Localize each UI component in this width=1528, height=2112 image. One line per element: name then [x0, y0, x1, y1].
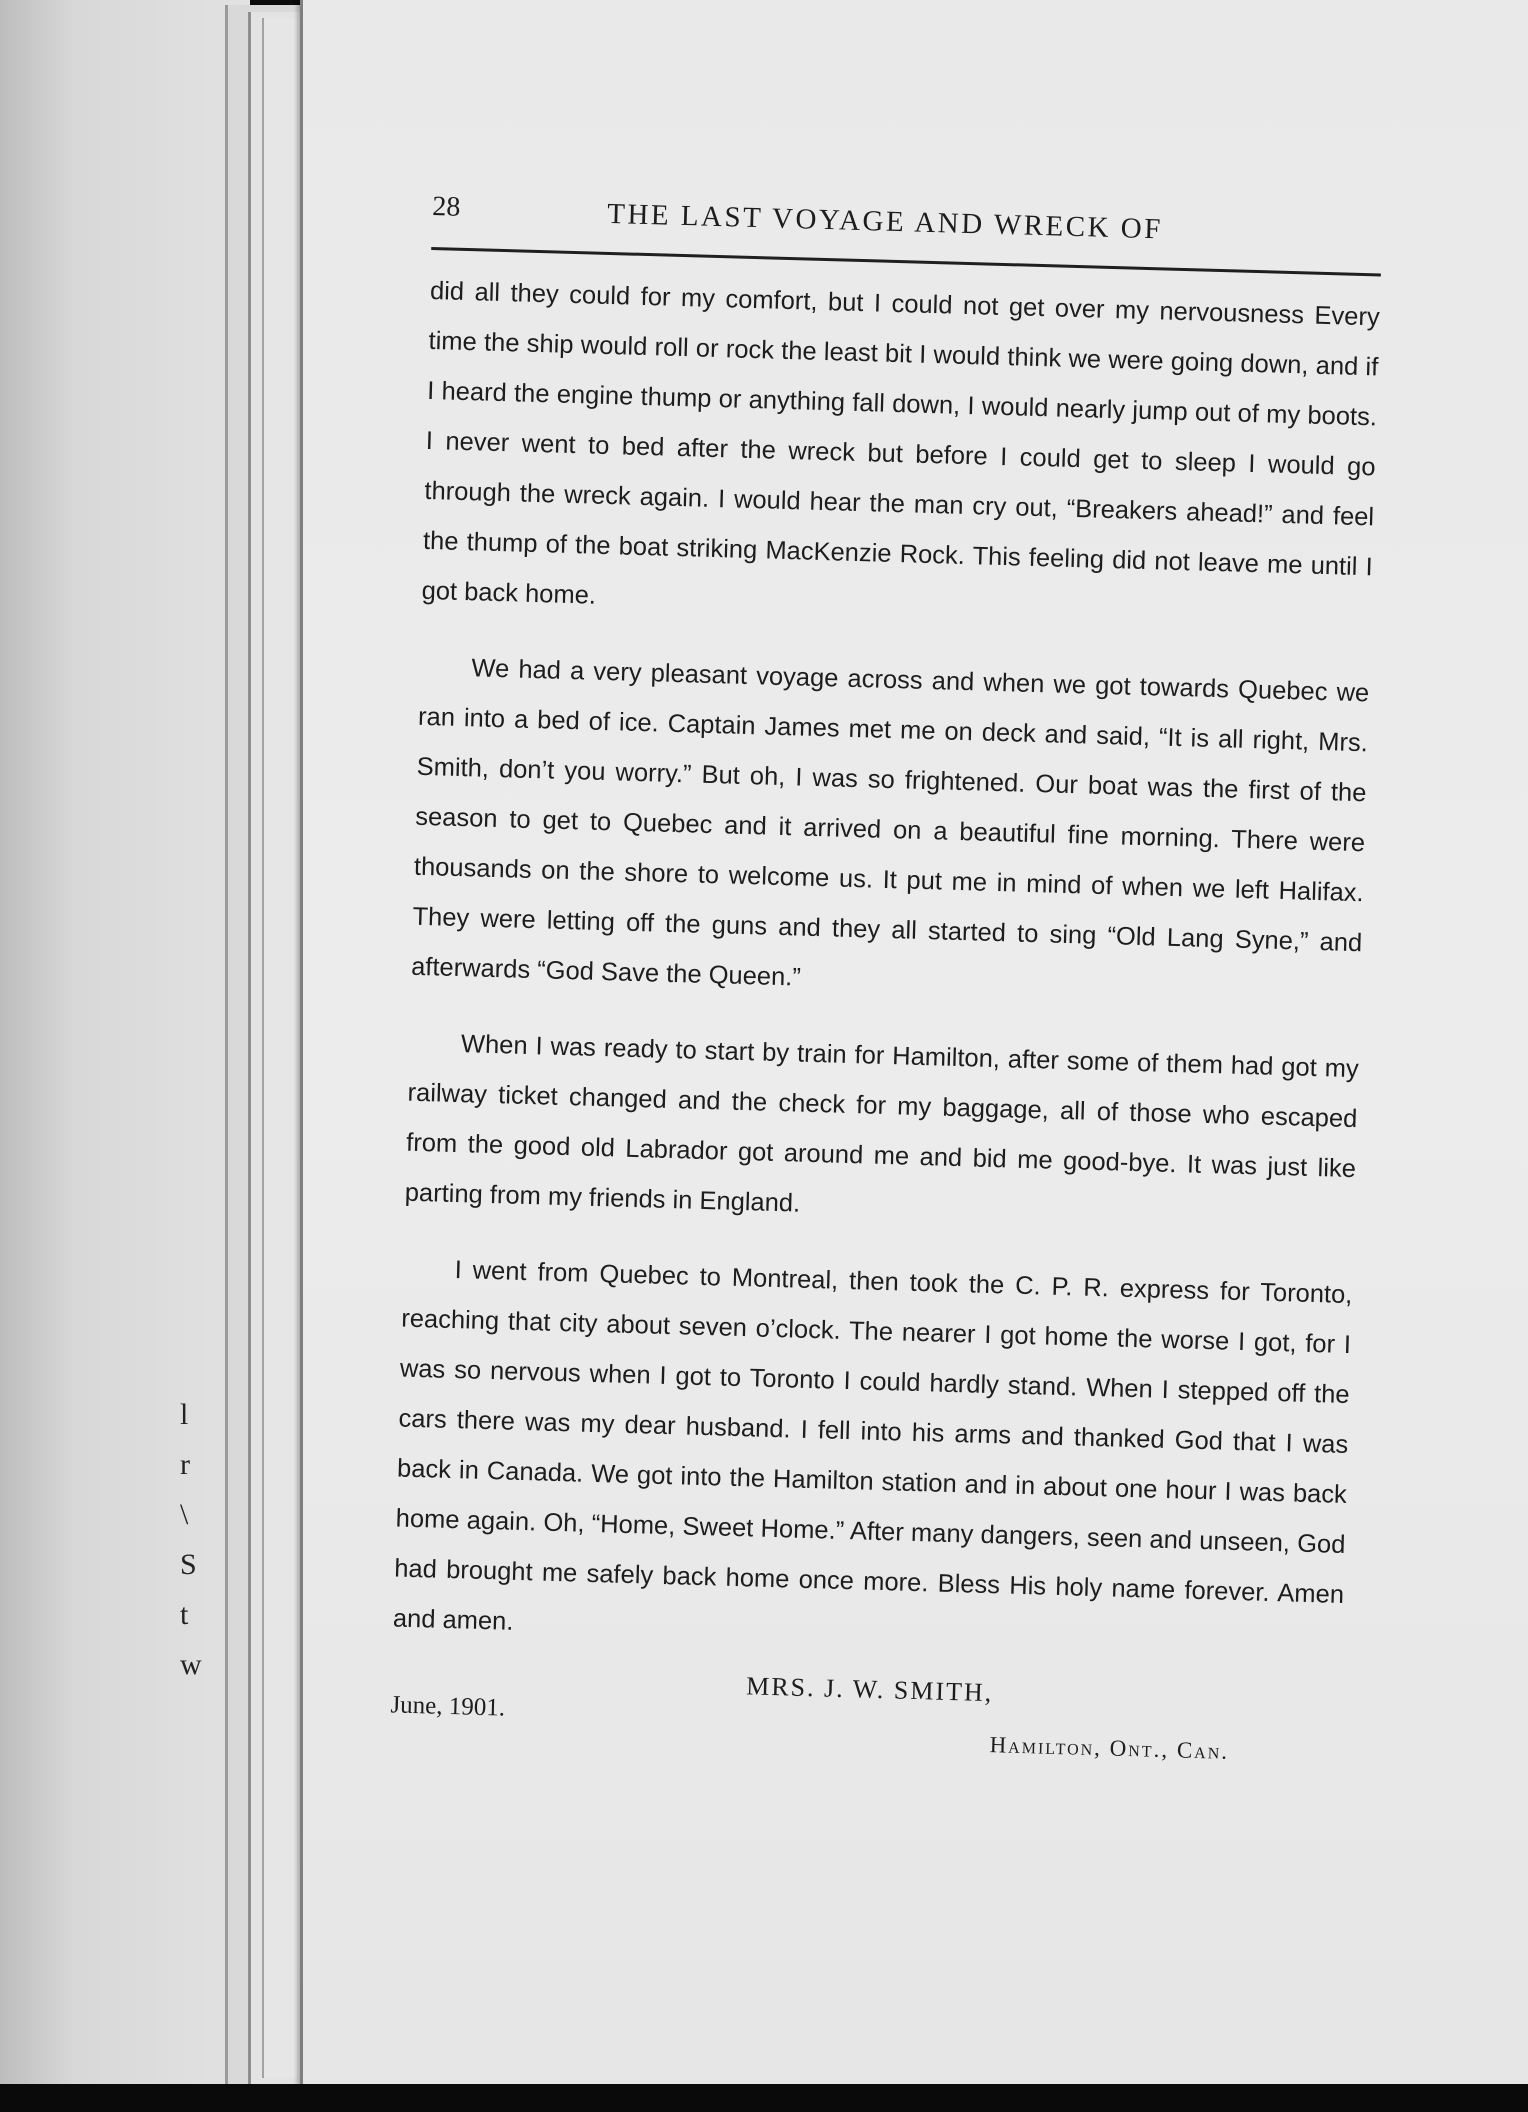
body-text — [392, 266, 1380, 1670]
scan-bottom-edge — [0, 2084, 1528, 2112]
paragraph-1: did all they could for my comfort, but I could not get over my nervousness Every time the ship would roll or rock the least bit I would think we were going down, and if I heard the engine thump or anything fall down, I would nearly jump out of my boots. I never went to bed after the wreck but before I could get to sleep I would go through the wreck again. I would hear the man cry out, “Breakers ahead!” and feel the thump of the boat striking MacKenzie Rock. This feeling did not leave me until I got back home. — [421, 276, 1381, 610]
signature-location: Hamilton, Ont., Can. — [989, 1732, 1230, 1764]
fragment: t — [180, 1598, 189, 1631]
paragraph-3: When I was ready to start by train for Hamilton, after some of them had got my railway ticket changed and the check for my baggage, all of those who escaped from the good old Labrador got around me and bid me good-bye. It was just like parting from my friends in England. — [404, 1030, 1360, 1218]
fragment: l — [180, 1398, 189, 1431]
paragraph-4: I went from Quebec to Montreal, then took the C. P. R. express for Toronto, reaching that city about seven o’clock. The nearer I got home the worse I got, for I was so nervous when I got to Toronto I could hardly stand. When I stepped off the cars there was my dear husband. I fell into his arms and thanked God that I was back in Canada. We got into the Hamilton station and in about one hour I was back home again. Oh, “Home, Sweet Home.” After many dangers, seen and unseen, God had brought me safely back home once more. Bless His holy name forever. Amen and amen. — [392, 1256, 1353, 1636]
signature-name: MRS. J. W. SMITH, — [745, 1671, 994, 1708]
running-head: THE LAST VOYAGE AND WRECK OF — [606, 197, 1164, 246]
facing-page-edge — [0, 0, 250, 2112]
book-page — [300, 0, 1528, 2085]
fragment: w — [180, 1648, 202, 1681]
fragment: S — [180, 1548, 197, 1581]
signoff-block — [389, 1661, 1342, 1797]
date-line: June, 1901. — [390, 1691, 506, 1722]
fragment: \ — [180, 1498, 189, 1531]
paragraph-2: We had a very pleasant voyage across and when we got towards Quebec we ran into a bed of ice. Captain James met me on deck and said, “It is all right, Mrs. Smith, don’t you worry.” But oh, I was so frightened. Our boat was the first of the season to get to Quebec and it arrived on a beautiful fine morning. There were thousands on the shore to welcome us. It put me in mind of when we left Halifax. They were letting off the guns and they all started to sing “Old Lang Syne,” and afterwards “God Save the Queen.” — [410, 654, 1370, 992]
fragment: r — [180, 1448, 190, 1481]
page-header — [431, 185, 1382, 277]
page-content — [389, 185, 1383, 1798]
facing-page-fragments — [180, 1390, 202, 1690]
page-number: 28 — [431, 190, 461, 223]
